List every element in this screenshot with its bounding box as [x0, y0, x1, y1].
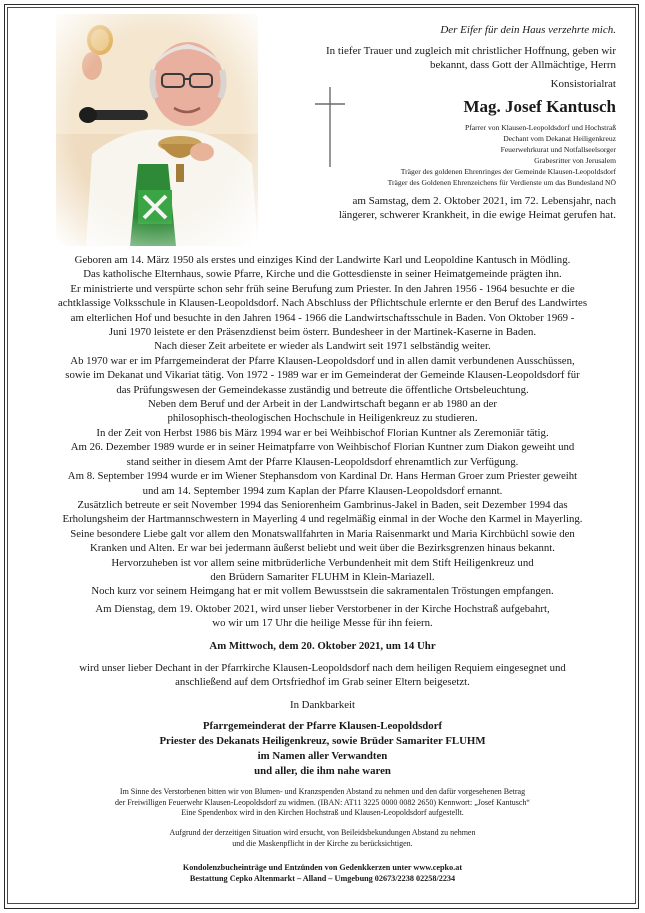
header-block	[262, 23, 616, 222]
role-item: Grabesritter von Jerusalem	[534, 155, 616, 165]
mourners-list	[22, 719, 623, 779]
role-item: Feuerwehrkurat und Notfallseelsorger	[500, 144, 616, 154]
role-item: Dechant vom Dekanat Heiligenkreuz	[503, 133, 616, 143]
role-item: Pfarrer von Klausen-Leopoldsdorf und Hochstraß	[465, 123, 616, 132]
viewing-notice: Am Dienstag, dem 19. Oktober 2021, wird unser lieber Verstorbener in der Kirche Hochstraß aufgebahrt, wo wir um 17 Uhr die heilige Messe für ihn feiern.	[95, 603, 550, 630]
deceased-name: Mag. Josef Kantusch	[463, 97, 616, 116]
covid-note: Aufgrund der derzeitigen Situation wird ersucht, von Beileidsbekundungen Abstand zu nehmen und die Maskenpflicht in der Kirche zu berücksichtigen.	[169, 828, 476, 848]
mourner-line: und aller, die ihm nahe waren	[254, 765, 391, 777]
donation-note: Im Sinne des Verstorbenen bitten wir von Blumen- und Kranzspenden Abstand zu nehmen und den dafür vorgesehenen Betrag der Freiwilligen Feuerwehr Klausen-Leopoldsdorf zu widmen. (IBAN: AT11 3225 0000 0082 2650) Kennwort: „Josef Kantusch“ Eine Spendenbox wird in den Kirchen Hochstraß und Klausen-Leopoldsdorf aufgestellt.	[115, 787, 530, 818]
roles-list	[262, 123, 616, 188]
motto: Der Eifer für dein Haus verzehrte mich.	[440, 24, 616, 36]
funeral-home-footer	[22, 862, 623, 884]
biography-paragraph: Ab 1970 war er im Pfarrgemeinderat der Pfarre Klausen-Leopoldsdorf und in allen damit verbundenen Ausschüssen, sowie im Dekanat und Vikariat tätig. Von 1972 - 1989 war er im Gemeinderat der Gemeinde Klausen-Leopoldsdorf für das Prüfungswesen der Gemeindekasse zuständig und betreute die öffentliche Ortsbeleuchtung. Neben dem Beruf und der Arbeit in der Landwirtschaft begann er ab 1980 an der philosophisch-theologischen Hochschule in Heiligenkreuz zu studieren. In der Zeit von Herbst 1986 bis März 1994 war er bei Weihbischof Florian Kuntner als Zeremoniär tätig. Am 26. Dezember 1989 wurde er in seiner Heimatpfarre von Weihbischof Florian Kuntner zum Diakon geweiht und stand seither in diesem Amt der Pfarre Klausen-Leopoldsdorf ehrenamtlich zur Verfügung. Am 8. September 1994 wurde er im Wiener Stephansdom von Kardinal Dr. Hans Herman Groer zum Priester geweiht und am 14. September 1994 zum Kaplan der Pfarre Klausen-Leopoldsdorf ernannt. Zusätzlich betreute er seit November 1994 das Seniorenheim Gambrinus-Jakel in Baden, seit Dezember 1994 das Erholungsheim der Hartmannschwestern in Mayerling 4 und regelmäßig einmal in der Woche den Karmel in Mayerling. Seine besondere Liebe galt vor allem den Monatswallfahrten in Maria Raisenmarkt und Maria Kirchbüchl sowie den Kranken und Alten. Er war bei jedermann äußerst beliebt und weit über die Bezirksgrenzen hinaus bekannt. Hervorzuheben ist vor allem seine mitbrüderliche Verbundenheit mit dem Stift Heiligenkreuz und den Brüdern Samariter FLUHM in Klein-Mariazell. Noch kurz vor seinem Heimgang hat er mit vollem Bewusstsein die sakramentalen Tröstungen empfangen.	[62, 354, 583, 598]
gratitude-intro: In Dankbarkeit	[289, 699, 356, 711]
announcement-intro: In tiefer Trauer und zugleich mit christlicher Hoffnung, geben wir bekannt, dass Gott der Allmächtige, Herrn	[326, 45, 616, 71]
funeral-date: Am Mittwoch, dem 20. Oktober 2021, um 14 Uhr	[209, 640, 436, 652]
funeral-home-contact: Bestattung Cepko Altenmarkt – Alland – Umgebung 02673/2238 02258/2234	[189, 874, 456, 883]
role-item: Träger des goldenen Ehrenringes der Gemeinde Klausen-Leopoldsdorf	[400, 166, 616, 176]
death-notice: am Samstag, dem 2. Oktober 2021, im 72. Lebensjahr, nach längerer, schwerer Krankheit, in die ewige Heimat gerufen hat.	[338, 195, 616, 222]
honorary-title: Konsistorialrat	[550, 78, 616, 90]
condolence-link: Kondolenzbucheinträge und Entzünden von Gedenkkerzen unter www.cepko.at	[182, 863, 463, 872]
mourner-line: Priester des Dekanats Heiligenkreuz, sowie Brüder Samariter FLUHM	[159, 735, 486, 747]
mourner-line: im Namen aller Verwandten	[257, 750, 388, 762]
role-item: Träger des Goldenen Ehrenzeichens für Verdienste um das Bundesland NÖ	[387, 177, 616, 187]
priest-portrait-photo	[56, 14, 258, 246]
mourner-line: Pfarrgemeinderat der Pfarre Klausen-Leopoldsdorf	[202, 720, 443, 732]
burial-notice: wird unser lieber Dechant in der Pfarrkirche Klausen-Leopoldsdorf nach dem heiligen Requiem eingesegnet und anschließend auf dem Ortsfriedhof im Grab seiner Eltern beigesetzt.	[79, 662, 566, 689]
biography	[22, 253, 623, 599]
biography-paragraph: Geboren am 14. März 1950 als erstes und einziges Kind der Landwirte Karl und Leopoldine Kantusch in Mödling. Das katholische Elternhaus, sowie Pfarre, Kirche und die Gottesdienste in seiner Heimatgemeinde prägten ihn. Er ministrierte und verspürte schon sehr früh seine Berufung zum Priester. In den Jahren 1956 - 1964 besuchte er die achtklassige Volksschule in Klausen-Leopoldsdorf. Nach Abschluss der Pflichtschule erlernte er den Beruf des Landwirtes am elterlichen Hof und besuchte in den Jahren 1964 - 1966 die Landwirtschaftsschule in Baden. Von Oktober 1969 - Juni 1970 leistete er den Präsenzdienst beim österr. Bundesheer in der Martinek-Kaserne in Baden. Nach dieser Zeit arbeitete er wieder als Landwirt seit 1971 selbständig weiter.	[57, 254, 588, 353]
